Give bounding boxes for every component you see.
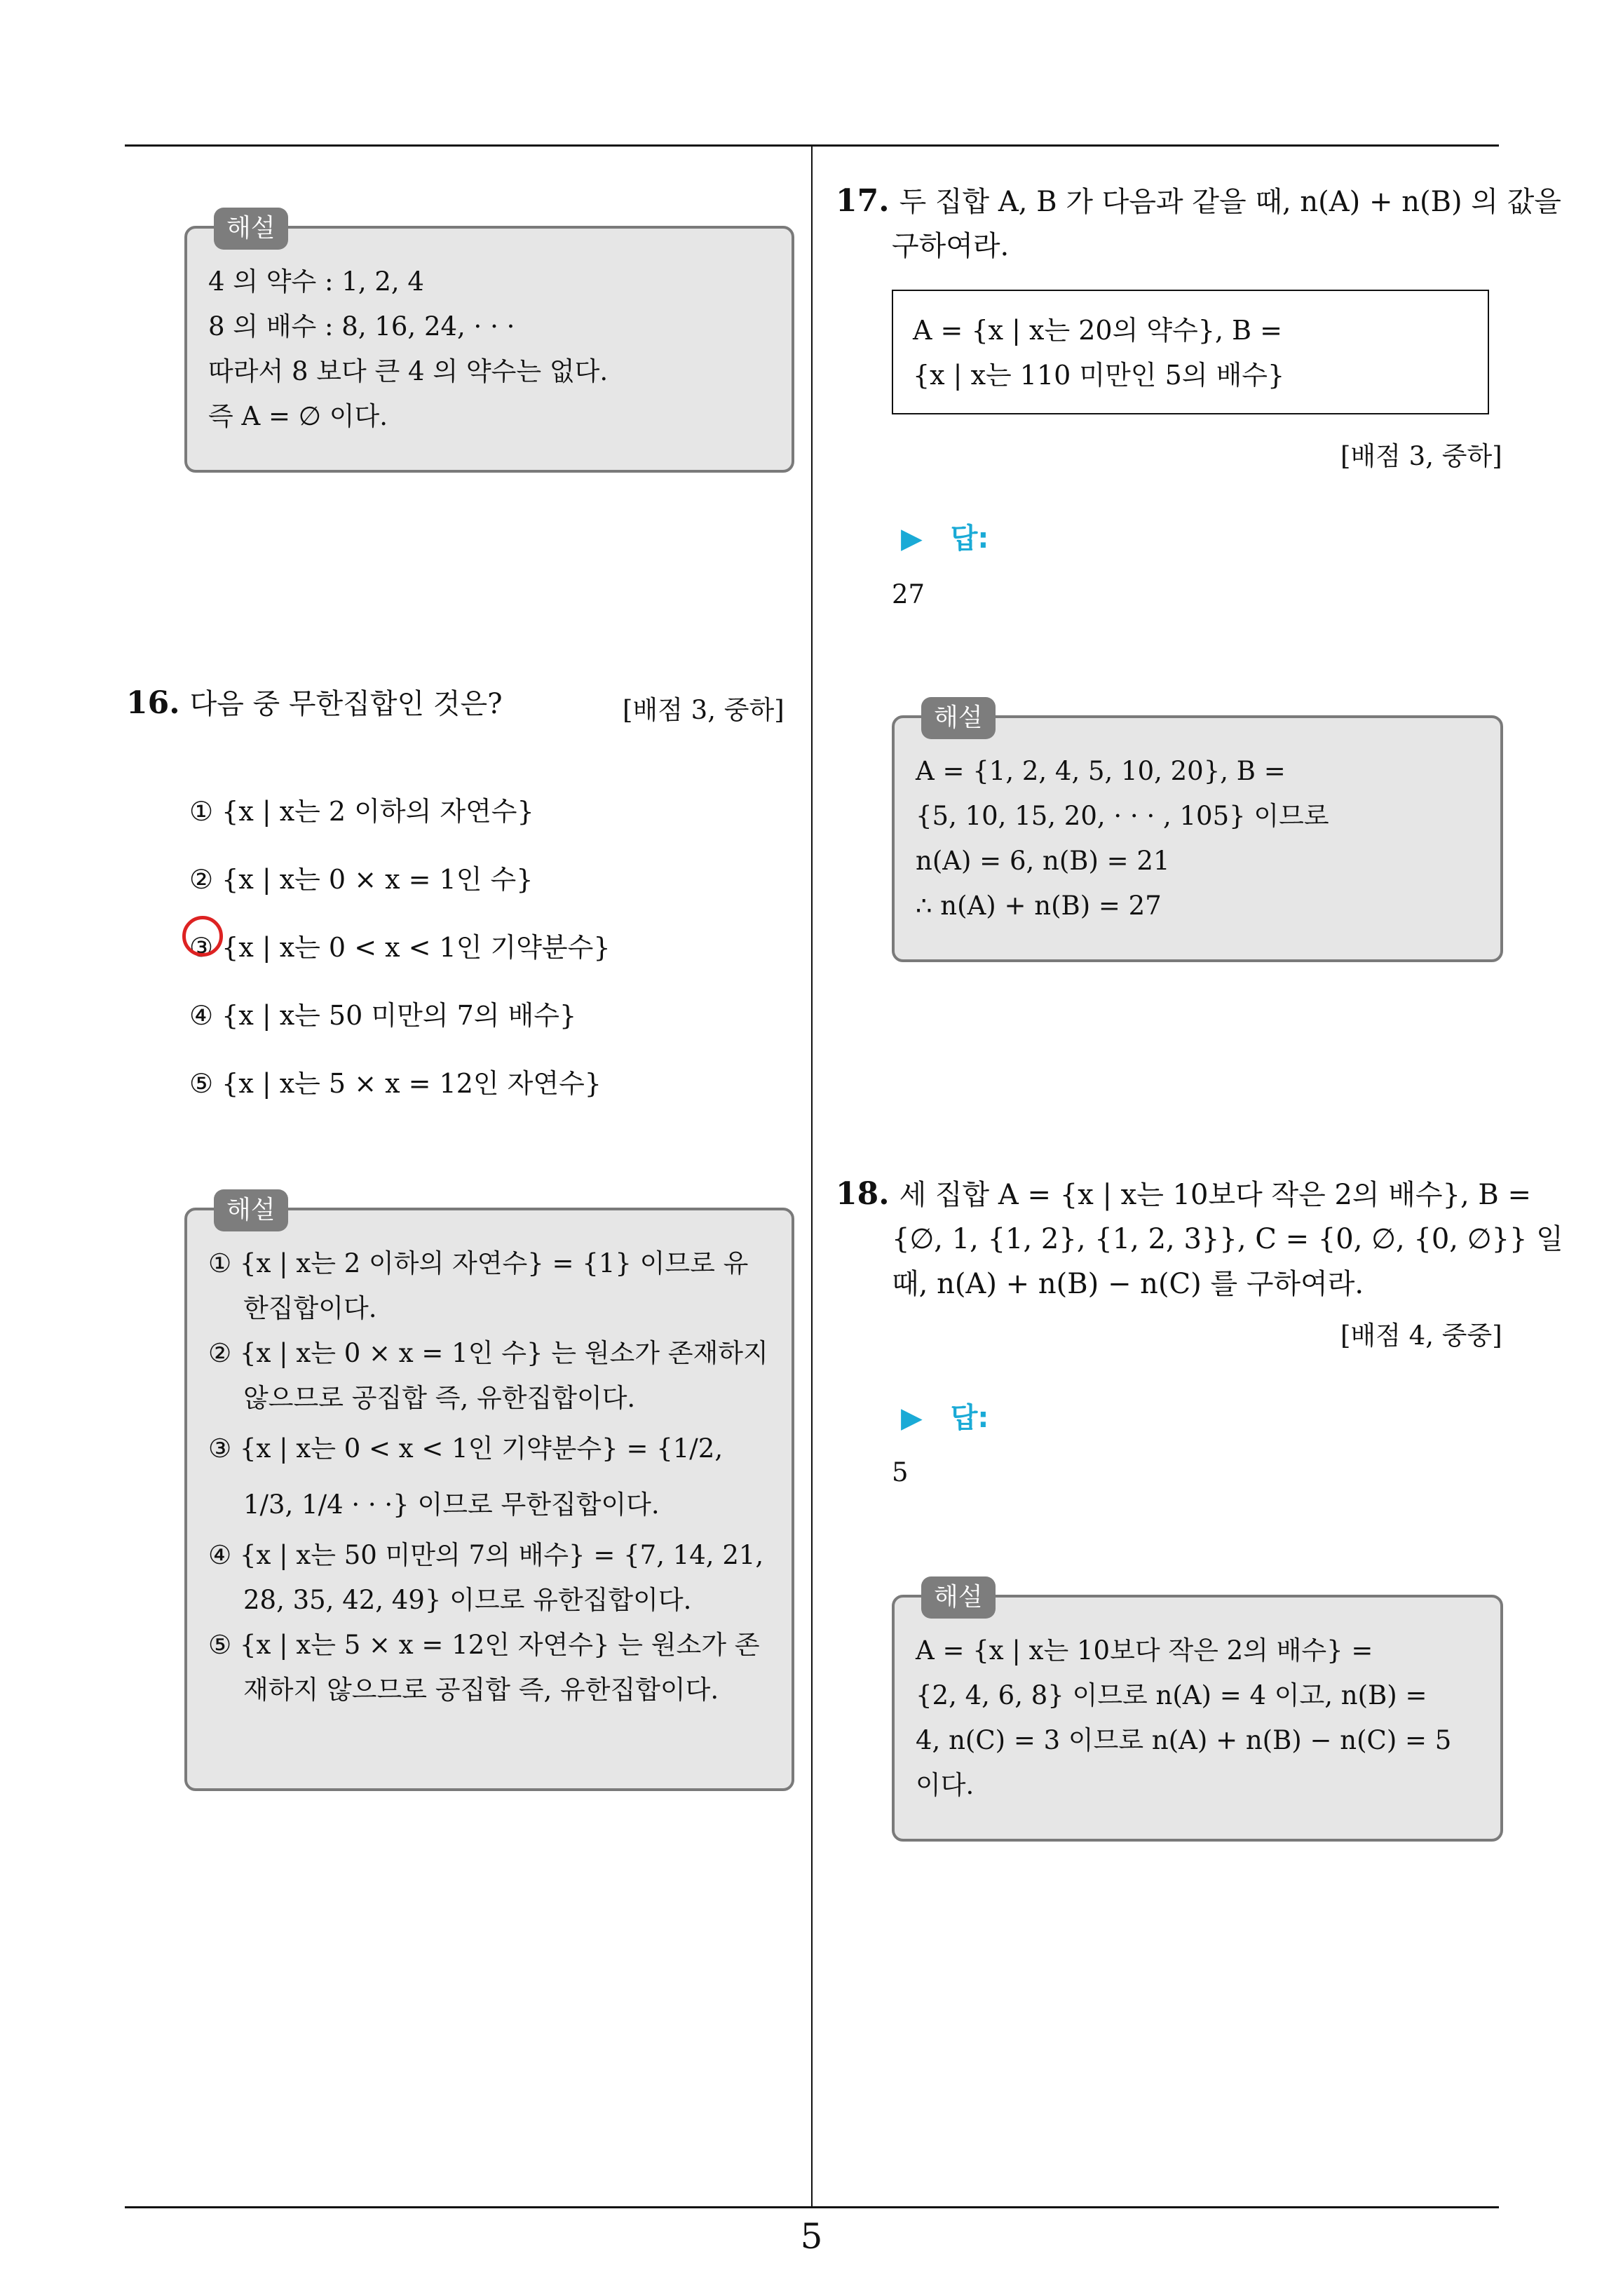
solution-line: {5, 10, 15, 20, · · · , 105} 이므로 (916, 801, 1329, 831)
question-16 (126, 682, 503, 726)
given-line: {x | x는 110 미만인 5의 배수} (913, 360, 1285, 391)
solution-box-17 (892, 703, 1503, 962)
question-text: 다음 중 무한집합인 것은? (189, 688, 503, 720)
solution-box-18 (892, 1583, 1503, 1842)
question-18 (836, 1173, 1531, 1217)
solution-line: 4, n(C) = 3 이므로 n(A) + n(B) − n(C) = 5 (916, 1725, 1452, 1755)
solution-tag: 해설 (214, 208, 288, 250)
solution-line: 4 의 약수 : 1, 2, 4 (208, 266, 424, 297)
given-line: A = {x | x는 20의 약수}, B = (913, 315, 1282, 346)
bottom-rule (125, 2206, 1499, 2208)
solution-box-15 (184, 214, 794, 473)
question-17-text-line2: 구하여라. (892, 230, 1010, 262)
solution-line: 8 의 배수 : 8, 16, 24, · · · (208, 311, 515, 342)
solution-line: ③ {x | x는 0 < x < 1인 기약분수} = {1/2, 1/3, 1/4 · · ·} 이므로 무한집합이다. (208, 1433, 724, 1520)
choice-3[interactable]: ③ {x | x는 0 < x < 1인 기약분수} (189, 932, 611, 963)
question-18-score: [배점 4, 중중] (1340, 1321, 1502, 1351)
solution-line: ② {x | x는 0 × x = 1인 수} 는 원소가 존재하지 않으므로 공집합 즉, 유한집합이다. (208, 1338, 768, 1413)
choice-1[interactable]: ① {x | x는 2 이하의 자연수} (189, 796, 534, 827)
question-18-text-line2: {∅, 1, {1, 2}, {1, 2, 3}}, C = {0, ∅, {0, ∅}} 일 (892, 1223, 1563, 1255)
answer-value: 5 (892, 1457, 909, 1487)
solution-tag: 해설 (921, 697, 996, 739)
selected-answer-circle-icon (182, 916, 223, 957)
solution-line: A = {x | x는 10보다 작은 2의 배수} = (916, 1635, 1373, 1666)
column-divider (811, 144, 813, 2208)
solution-line: ④ {x | x는 50 미만의 7의 배수} = {7, 14, 21, 28, 35, 42, 49} 이므로 유한집합이다. (208, 1540, 764, 1615)
choice-5[interactable]: ⑤ {x | x는 5 × x = 12인 자연수} (189, 1068, 602, 1099)
play-arrow-icon: ▶ (901, 522, 923, 555)
question-17 (836, 180, 1561, 224)
question-number: 16. (126, 685, 180, 721)
solution-line: ∴ n(A) + n(B) = 27 (916, 891, 1162, 921)
play-arrow-icon: ▶ (901, 1402, 923, 1434)
solution-tag: 해설 (921, 1576, 996, 1619)
choice-4[interactable]: ④ {x | x는 50 미만의 7의 배수} (189, 1000, 577, 1031)
page-number: 5 (800, 2216, 823, 2257)
given-sets-box (892, 290, 1489, 414)
solution-line: 즉 A = ∅ 이다. (208, 401, 388, 431)
question-text: 두 집합 A, B 가 다음과 같을 때, n(A) + n(B) 의 값을 (899, 186, 1561, 218)
solution-line: A = {1, 2, 4, 5, 10, 20}, B = (916, 756, 1286, 786)
question-number: 18. (836, 1176, 890, 1212)
question-number: 17. (836, 183, 890, 219)
question-18-text-line3: 때, n(A) + n(B) − n(C) 를 구하여라. (892, 1268, 1364, 1300)
answer-label: ▶ 답: (901, 522, 989, 555)
question-17-score: [배점 3, 중하] (1340, 441, 1502, 471)
solution-line: 이다. (916, 1770, 975, 1800)
question-text: 세 집합 A = {x | x는 10보다 작은 2의 배수}, B = (899, 1179, 1532, 1211)
choice-2[interactable]: ② {x | x는 0 × x = 1인 수} (189, 864, 534, 895)
solution-line: n(A) = 6, n(B) = 21 (916, 846, 1170, 876)
answer-value: 27 (892, 579, 925, 609)
solution-tag: 해설 (214, 1189, 288, 1231)
solution-line: ⑤ {x | x는 5 × x = 12인 자연수} 는 원소가 존재하지 않으므로 공집합 즉, 유한집합이다. (208, 1630, 760, 1705)
question-16-score: [배점 3, 중하] (623, 695, 785, 725)
solution-line: {2, 4, 6, 8} 이므로 n(A) = 4 이고, n(B) = (916, 1680, 1427, 1710)
solution-line: 따라서 8 보다 큰 4 의 약수는 없다. (208, 356, 609, 386)
solution-box-16 (184, 1196, 794, 1791)
solution-line: ① {x | x는 2 이하의 자연수} = {1} 이므로 유한집합이다. (208, 1248, 749, 1323)
answer-label: ▶ 답: (901, 1402, 989, 1434)
